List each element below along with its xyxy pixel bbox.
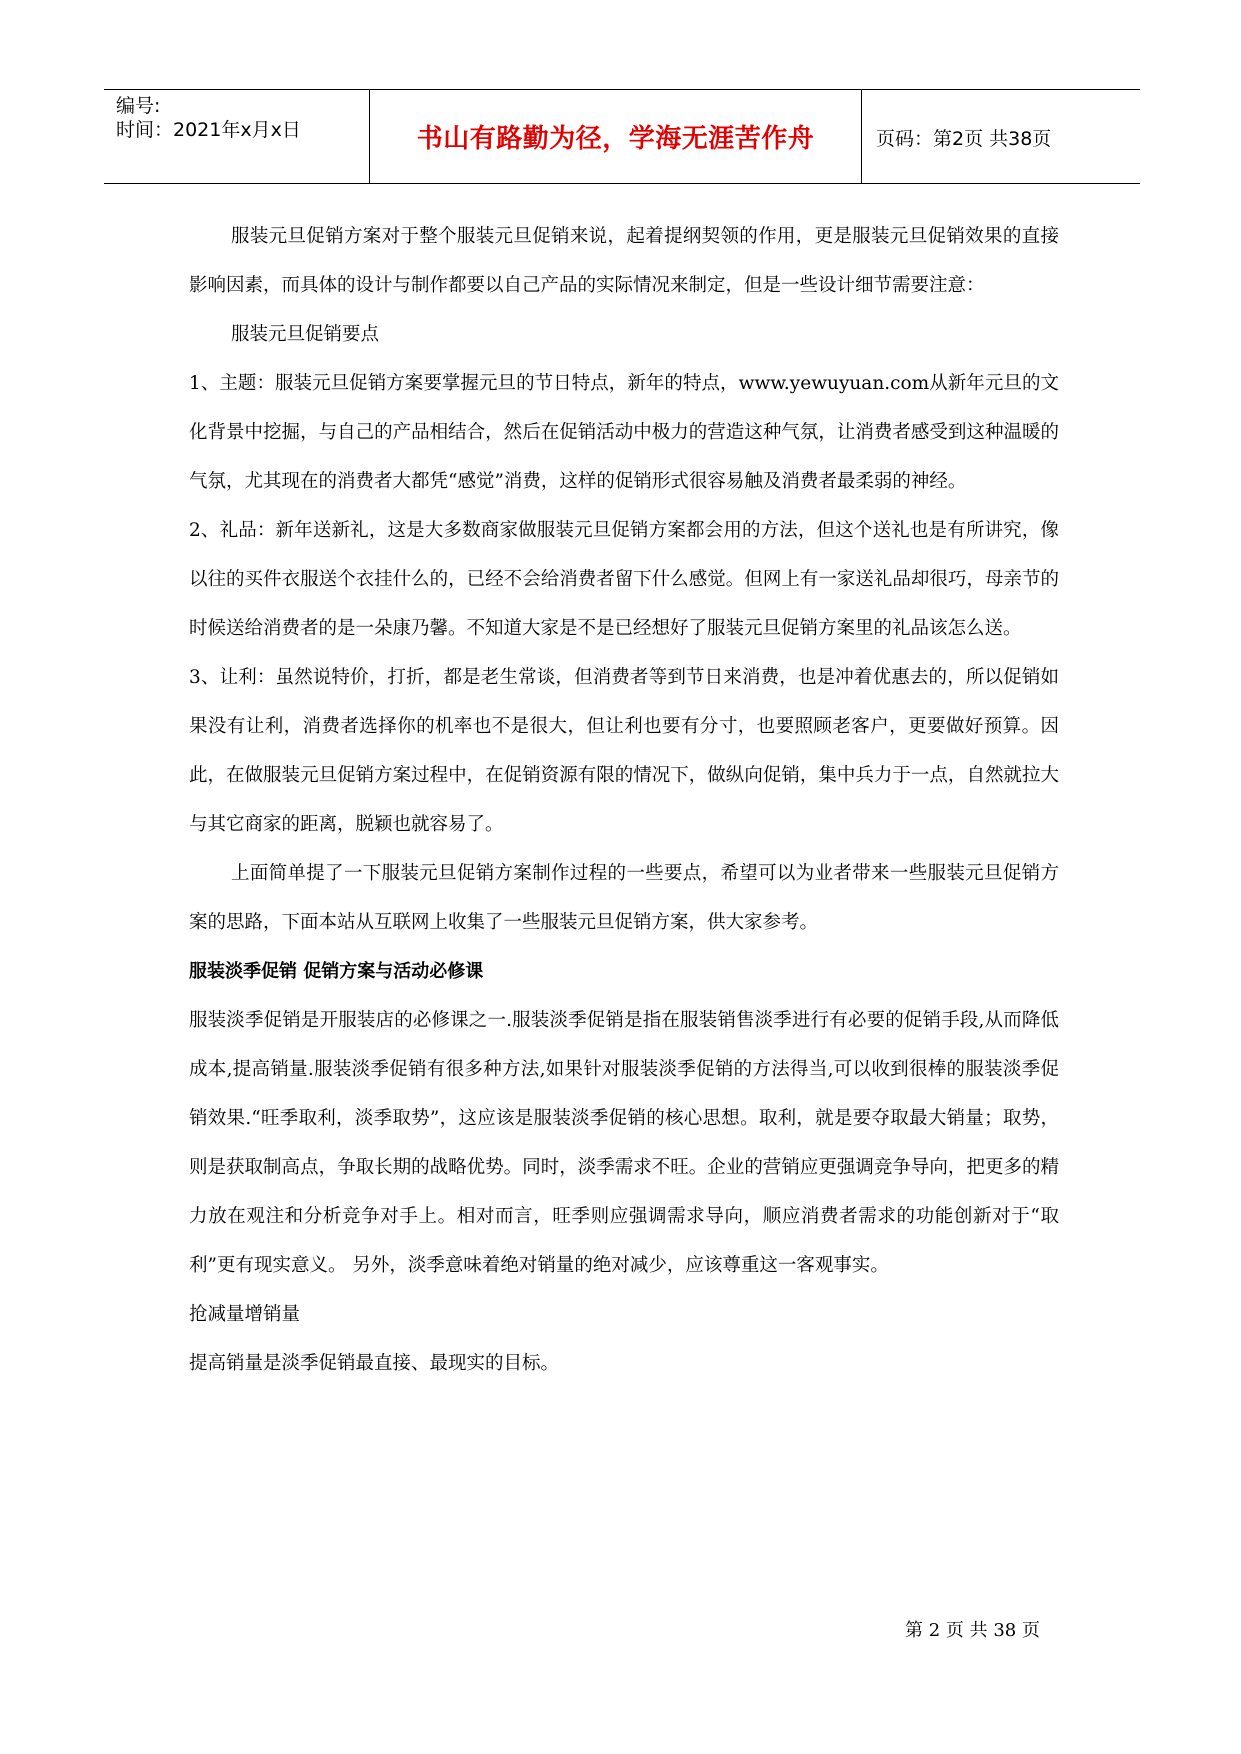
paragraph-subheading: 抢减量增销量 — [189, 1304, 301, 1325]
header-page-info: 页码：第2页 共38页 — [876, 128, 1052, 150]
paragraph-intro: 服装元旦促销方案对于整个服装元旦促销来说，起着提纲契领的作用，更是服装元旦促销效果的直接影响因素，而具体的设计与制作都要以自己产品的实际情况来制定，但是一些设计细节需要注意： — [189, 226, 1059, 296]
paragraph-key-points-heading: 服装元旦促销要点 — [231, 324, 380, 345]
header-meta-cell — [104, 90, 370, 183]
paragraph-goal: 提高销量是淡季促销最直接、最现实的目标。 — [189, 1353, 560, 1374]
document-time-label: 时间：2021年x月x日 — [116, 119, 301, 141]
page-header — [104, 89, 1140, 184]
header-motto-cell — [370, 90, 862, 183]
page-footer: 第 2 页 共 38 页 — [905, 1620, 1040, 1641]
paragraph-summary: 上面简单提了一下服装元旦促销方案制作过程的一些要点，希望可以为业者带来一些服装元旦促销方案的思路，下面本站从互联网上收集了一些服装元旦促销方案，供大家参考。 — [189, 863, 1059, 933]
paragraph-point-discount: 3、让利：虽然说特价，打折，都是老生常谈，但消费者等到节日来消费，也是冲着优惠去的，所以促销如果没有让利，消费者选择你的机率也不是很大，但让利也要有分寸，也要照顾老客户，更要做好预算。因此，在做服装元旦促销方案过程中，在促销资源有限的情况下，做纵向促销，集中兵力于一点，自然就拉大与其它商家的距离，脱颖也就容易了。 — [189, 667, 1059, 835]
document-number-label: 编号: — [116, 95, 161, 117]
paragraph-point-theme: 1、主题：服装元旦促销方案要掌握元旦的节日特点，新年的特点，www.yewuyuan.com从新年元旦的文化背景中挖掘，与自己的产品相结合，然后在促销活动中极力的营造这种气氛，让消费者感受到这种温暖的气氛，尤其现在的消费者大都凭“感觉”消费，这样的促销形式很容易触及消费者最柔弱的神经。 — [189, 373, 1059, 492]
header-page-cell — [862, 90, 1140, 183]
document-body — [189, 212, 1059, 1388]
header-motto: 书山有路勤为径，学海无涯苦作舟 — [416, 124, 815, 154]
paragraph-point-gifts: 2、礼品：新年送新礼，这是大多数商家做服装元旦促销方案都会用的方法，但这个送礼也是有所讲究，像以往的买件衣服送个衣挂什么的，已经不会给消费者留下什么感觉。但网上有一家送礼品却很巧，母亲节的时候送给消费者的是一朵康乃馨。不知道大家是不是已经想好了服装元旦促销方案里的礼品该怎么送。 — [189, 520, 1059, 639]
section-heading: 服装淡季促销 促销方案与活动必修课 — [189, 961, 484, 982]
paragraph-off-season: 服装淡季促销是开服装店的必修课之一.服装淡季促销是指在服装销售淡季进行有必要的促销手段,从而降低成本,提高销量.服装淡季促销有很多种方法,如果针对服装淡季促销的方法得当,可以收到很棒的服装淡季促销效果.“旺季取利，淡季取势”，这应该是服装淡季促销的核心思想。取利，就是要夺取最大销量；取势，则是获取制高点，争取长期的战略优势。同时，淡季需求不旺。企业的营销应更强调竞争导向，把更多的精力放在观注和分析竞争对手上。相对而言，旺季则应强调需求导向，顺应消费者需求的功能创新对于“取利”更有现实意义。 另外，淡季意味着绝对销量的绝对减少，应该尊重这一客观事实。 — [189, 1010, 1059, 1276]
